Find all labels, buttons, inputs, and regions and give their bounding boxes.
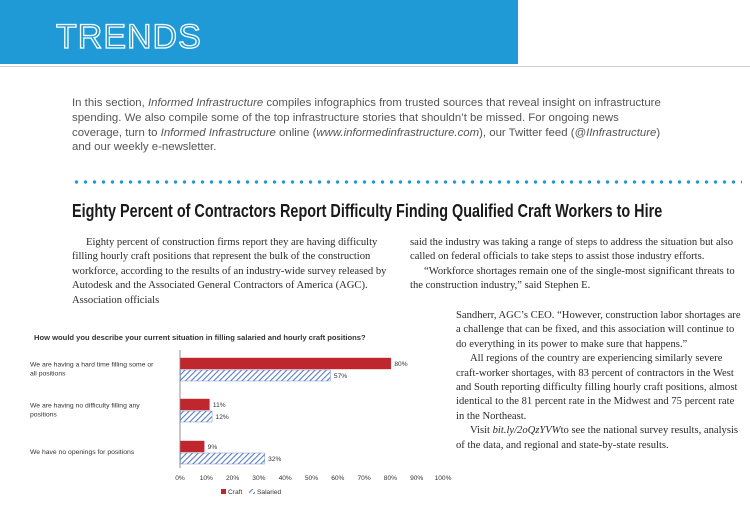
- intro-text: online (: [275, 126, 317, 139]
- dotted-divider: [72, 180, 742, 184]
- category-label: We are having a hard time filling some or all positions: [30, 361, 154, 378]
- salaried-bar: [181, 411, 213, 422]
- salaried-value-label: 57%: [333, 373, 348, 380]
- x-tick-label: 40%: [278, 475, 292, 482]
- chart-title: How would you describe your current situation in filling salaried and hourly craft positions?: [34, 333, 366, 342]
- intro-text: ) and our weekly e-newsletter.: [72, 126, 661, 154]
- x-tick-label: 60%: [331, 475, 345, 482]
- section-intro: [72, 96, 672, 155]
- section-banner: [0, 0, 518, 64]
- x-tick-label: 90%: [410, 475, 424, 482]
- intro-text: In this section,: [72, 97, 148, 109]
- craft-bar: [181, 399, 210, 410]
- x-tick-label: 50%: [304, 475, 319, 482]
- x-tick-label: 20%: [225, 475, 240, 482]
- craft-value-label: 80%: [394, 361, 408, 368]
- salaried-value-label: 12%: [215, 414, 229, 421]
- salaried-bar: [181, 453, 265, 464]
- x-tick-label: 80%: [383, 475, 398, 482]
- header-rule: [0, 66, 750, 67]
- category-label: We have no openings for positions: [30, 449, 135, 456]
- publication-name: Informed Infrastructure: [147, 97, 264, 109]
- x-tick-label: 70%: [357, 475, 371, 482]
- article-paragraph: Sandherr, AGC’s CEO. “However, construction labor shortages are a challenge that can be fixed, and this association will continue to do everything in its power to make sure that happens.”: [456, 310, 741, 350]
- survey-bar-chart: [0, 328, 452, 514]
- twitter-handle[interactable]: @IInfrastructure: [574, 126, 657, 139]
- article-paragraph: “Workforce shortages remain one of the single-most significant threats to the construction industry,” said Stephen E.: [410, 265, 735, 292]
- publication-name: Informed Infrastructure: [160, 126, 276, 139]
- craft-value-label: 11%: [212, 402, 226, 409]
- article-headline: Eighty Percent of Contractors Report Difficulty Finding Qualified Craft Workers to Hire: [72, 201, 663, 221]
- craft-bar: [181, 441, 205, 452]
- intro-text: compiles infographics from trusted sources that reveal insight on infrastructure spending. We also compile some of the top infrastructure stories that shouldn’t be missed. For ongoing news coverage, turn to: [72, 97, 661, 139]
- article-column-right: [456, 309, 742, 453]
- intro-text: ), our Twitter feed (: [479, 126, 575, 139]
- survey-link[interactable]: bit.ly/2oQzYVW: [492, 425, 561, 437]
- article-column-right-top: [410, 236, 742, 294]
- article-paragraph: said the industry was taking a range of steps to address the situation but also called on federal officials to take steps to assist those industry efforts.: [410, 237, 734, 263]
- category-label: We are having no difficulty filling any positions: [30, 402, 140, 419]
- website-link[interactable]: www.informedinfrastructure.com: [316, 126, 480, 139]
- article-paragraph: Visit bit.ly/2oQzYVWto see the national survey results, analysis of the data, and regional and state-by-state results.: [456, 425, 739, 451]
- craft-bar: [181, 358, 391, 369]
- craft-value-label: 9%: [207, 444, 218, 451]
- x-tick-label: 100%: [434, 475, 452, 482]
- legend-salaried-swatch: [249, 489, 255, 494]
- section-title: TRENDS: [56, 18, 202, 56]
- article-paragraph: Eighty percent of construction firms report they are having difficulty filling hourly craft positions that represent the bulk of the construction workforce, according to the results of an industry-wide survey released by Autodesk and the Associated General Contractors of America (AGC). Association officials: [72, 237, 387, 306]
- x-tick-label: 10%: [199, 475, 213, 482]
- article-column-left: [72, 236, 390, 308]
- x-tick-label: 30%: [252, 475, 266, 482]
- salaried-bar: [181, 370, 331, 381]
- salaried-value-label: 32%: [268, 456, 282, 463]
- legend-salaried-label: Salaried: [257, 489, 282, 496]
- x-tick-label: 0%: [175, 475, 185, 482]
- article-paragraph: All regions of the country are experiencing similarly severe craft-worker shortages, with 83 percent of contractors in the West and South reporting difficulty filling hourly craft positions, almost identical to the 81 percent rate in the Midwest and 75 percent rate in the Northeast.: [456, 353, 738, 422]
- legend-craft-label: Craft: [228, 489, 243, 496]
- legend-craft-swatch: [221, 489, 226, 494]
